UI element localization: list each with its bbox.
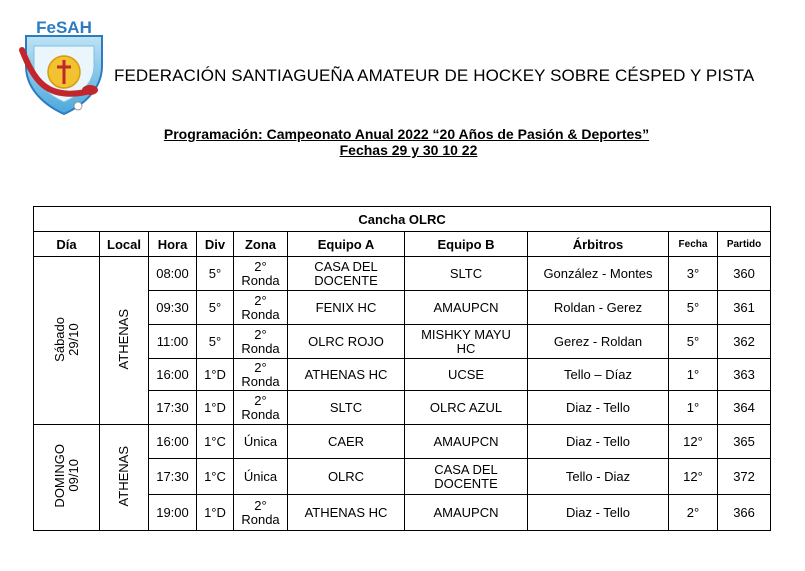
div-cell: 1°D [197,391,234,425]
hora-cell: 17:30 [149,459,197,495]
partido-cell: 365 [718,425,771,459]
div-cell: 1°C [197,425,234,459]
arbitros-cell: Diaz - Tello [528,495,669,531]
title-line-1: Programación: Campeonato Anual 2022 “20 Años de Pasión & Deportes” [163,126,650,142]
equipo-b-cell: UCSE [405,359,528,391]
col-header-partido: Partido [718,232,771,257]
div-cell: 5° [197,257,234,291]
equipo-b-cell: SLTC [405,257,528,291]
zona-cell: 2° Ronda [234,257,288,291]
col-header-dia: Día [34,232,100,257]
arbitros-cell: Gerez - Roldan [528,325,669,359]
equipo-a-cell: SLTC [288,391,405,425]
column-header-row [34,232,771,257]
col-header-fecha: Fecha [669,232,718,257]
fecha-cell: 2° [669,495,718,531]
partido-cell: 360 [718,257,771,291]
schedule-table [33,206,771,531]
col-header-div: Div [197,232,234,257]
arbitros-cell: Diaz - Tello [528,425,669,459]
partido-cell: 366 [718,495,771,531]
title-line-2: Fechas 29 y 30 10 22 [339,142,478,158]
equipo-a-cell: ATHENAS HC [288,495,405,531]
zona-cell: 2° Ronda [234,325,288,359]
local-name: ATHENAS [116,445,131,507]
local-cell [100,425,149,531]
equipo-b-cell: AMAUPCN [405,425,528,459]
partido-cell: 364 [718,391,771,425]
equipo-a-cell: CASA DEL DOCENTE [288,257,405,291]
day-date: 09/10 [65,459,81,493]
col-header-local: Local [100,232,149,257]
equipo-b-cell: OLRC AZUL [405,391,528,425]
fecha-cell: 5° [669,291,718,325]
partido-cell: 362 [718,325,771,359]
zona-cell: 2° Ronda [234,359,288,391]
arbitros-cell: Diaz - Tello [528,391,669,425]
table-row [34,257,771,291]
div-cell: 5° [197,291,234,325]
local-cell [100,257,149,425]
hora-cell: 19:00 [149,495,197,531]
zona-cell: Única [234,459,288,495]
equipo-b-cell: AMAUPCN [405,291,528,325]
hora-cell: 16:00 [149,359,197,391]
day-name: DOMINGO [51,444,67,508]
equipo-a-cell: FENIX HC [288,291,405,325]
arbitros-cell: González - Montes [528,257,669,291]
fecha-cell: 1° [669,359,718,391]
partido-cell: 361 [718,291,771,325]
col-header-arbitros: Árbitros [528,232,669,257]
arbitros-cell: Tello - Diaz [528,459,669,495]
fesah-logo [16,20,108,116]
document-title [0,126,805,158]
fecha-cell: 12° [669,459,718,495]
div-cell: 1°C [197,459,234,495]
equipo-a-cell: CAER [288,425,405,459]
hora-cell: 11:00 [149,325,197,359]
arbitros-cell: Tello – Díaz [528,359,669,391]
hora-cell: 09:30 [149,291,197,325]
hora-cell: 17:30 [149,391,197,425]
zona-cell: 2° Ronda [234,391,288,425]
div-cell: 1°D [197,495,234,531]
col-header-hora: Hora [149,232,197,257]
fecha-cell: 12° [669,425,718,459]
hora-cell: 08:00 [149,257,197,291]
table-row [34,425,771,459]
col-header-equipo-b: Equipo B [405,232,528,257]
equipo-a-cell: ATHENAS HC [288,359,405,391]
arbitros-cell: Roldan - Gerez [528,291,669,325]
fecha-cell: 5° [669,325,718,359]
partido-cell: 372 [718,459,771,495]
div-cell: 5° [197,325,234,359]
logo-text: FeSAH [36,20,92,37]
organization-name: FEDERACIÓN SANTIAGUEÑA AMATEUR DE HOCKEY SOBRE CÉSPED Y PISTA [114,66,755,85]
equipo-b-cell: MISHKY MAYU HC [405,325,528,359]
local-name: ATHENAS [116,308,131,370]
partido-cell: 363 [718,359,771,391]
day-cell [34,257,100,425]
zona-cell: 2° Ronda [234,291,288,325]
equipo-b-cell: AMAUPCN [405,495,528,531]
hora-cell: 16:00 [149,425,197,459]
equipo-b-cell: CASA DEL DOCENTE [405,459,528,495]
equipo-a-cell: OLRC ROJO [288,325,405,359]
day-date: 29/10 [65,322,81,356]
zona-cell: 2° Ronda [234,495,288,531]
fecha-cell: 3° [669,257,718,291]
div-cell: 1°D [197,359,234,391]
zona-cell: Única [234,425,288,459]
equipo-a-cell: OLRC [288,459,405,495]
fecha-cell: 1° [669,391,718,425]
col-header-zona: Zona [234,232,288,257]
cancha-header: Cancha OLRC [34,207,771,232]
day-cell [34,425,100,531]
day-name: Sábado [51,316,67,362]
col-header-equipo-a: Equipo A [288,232,405,257]
